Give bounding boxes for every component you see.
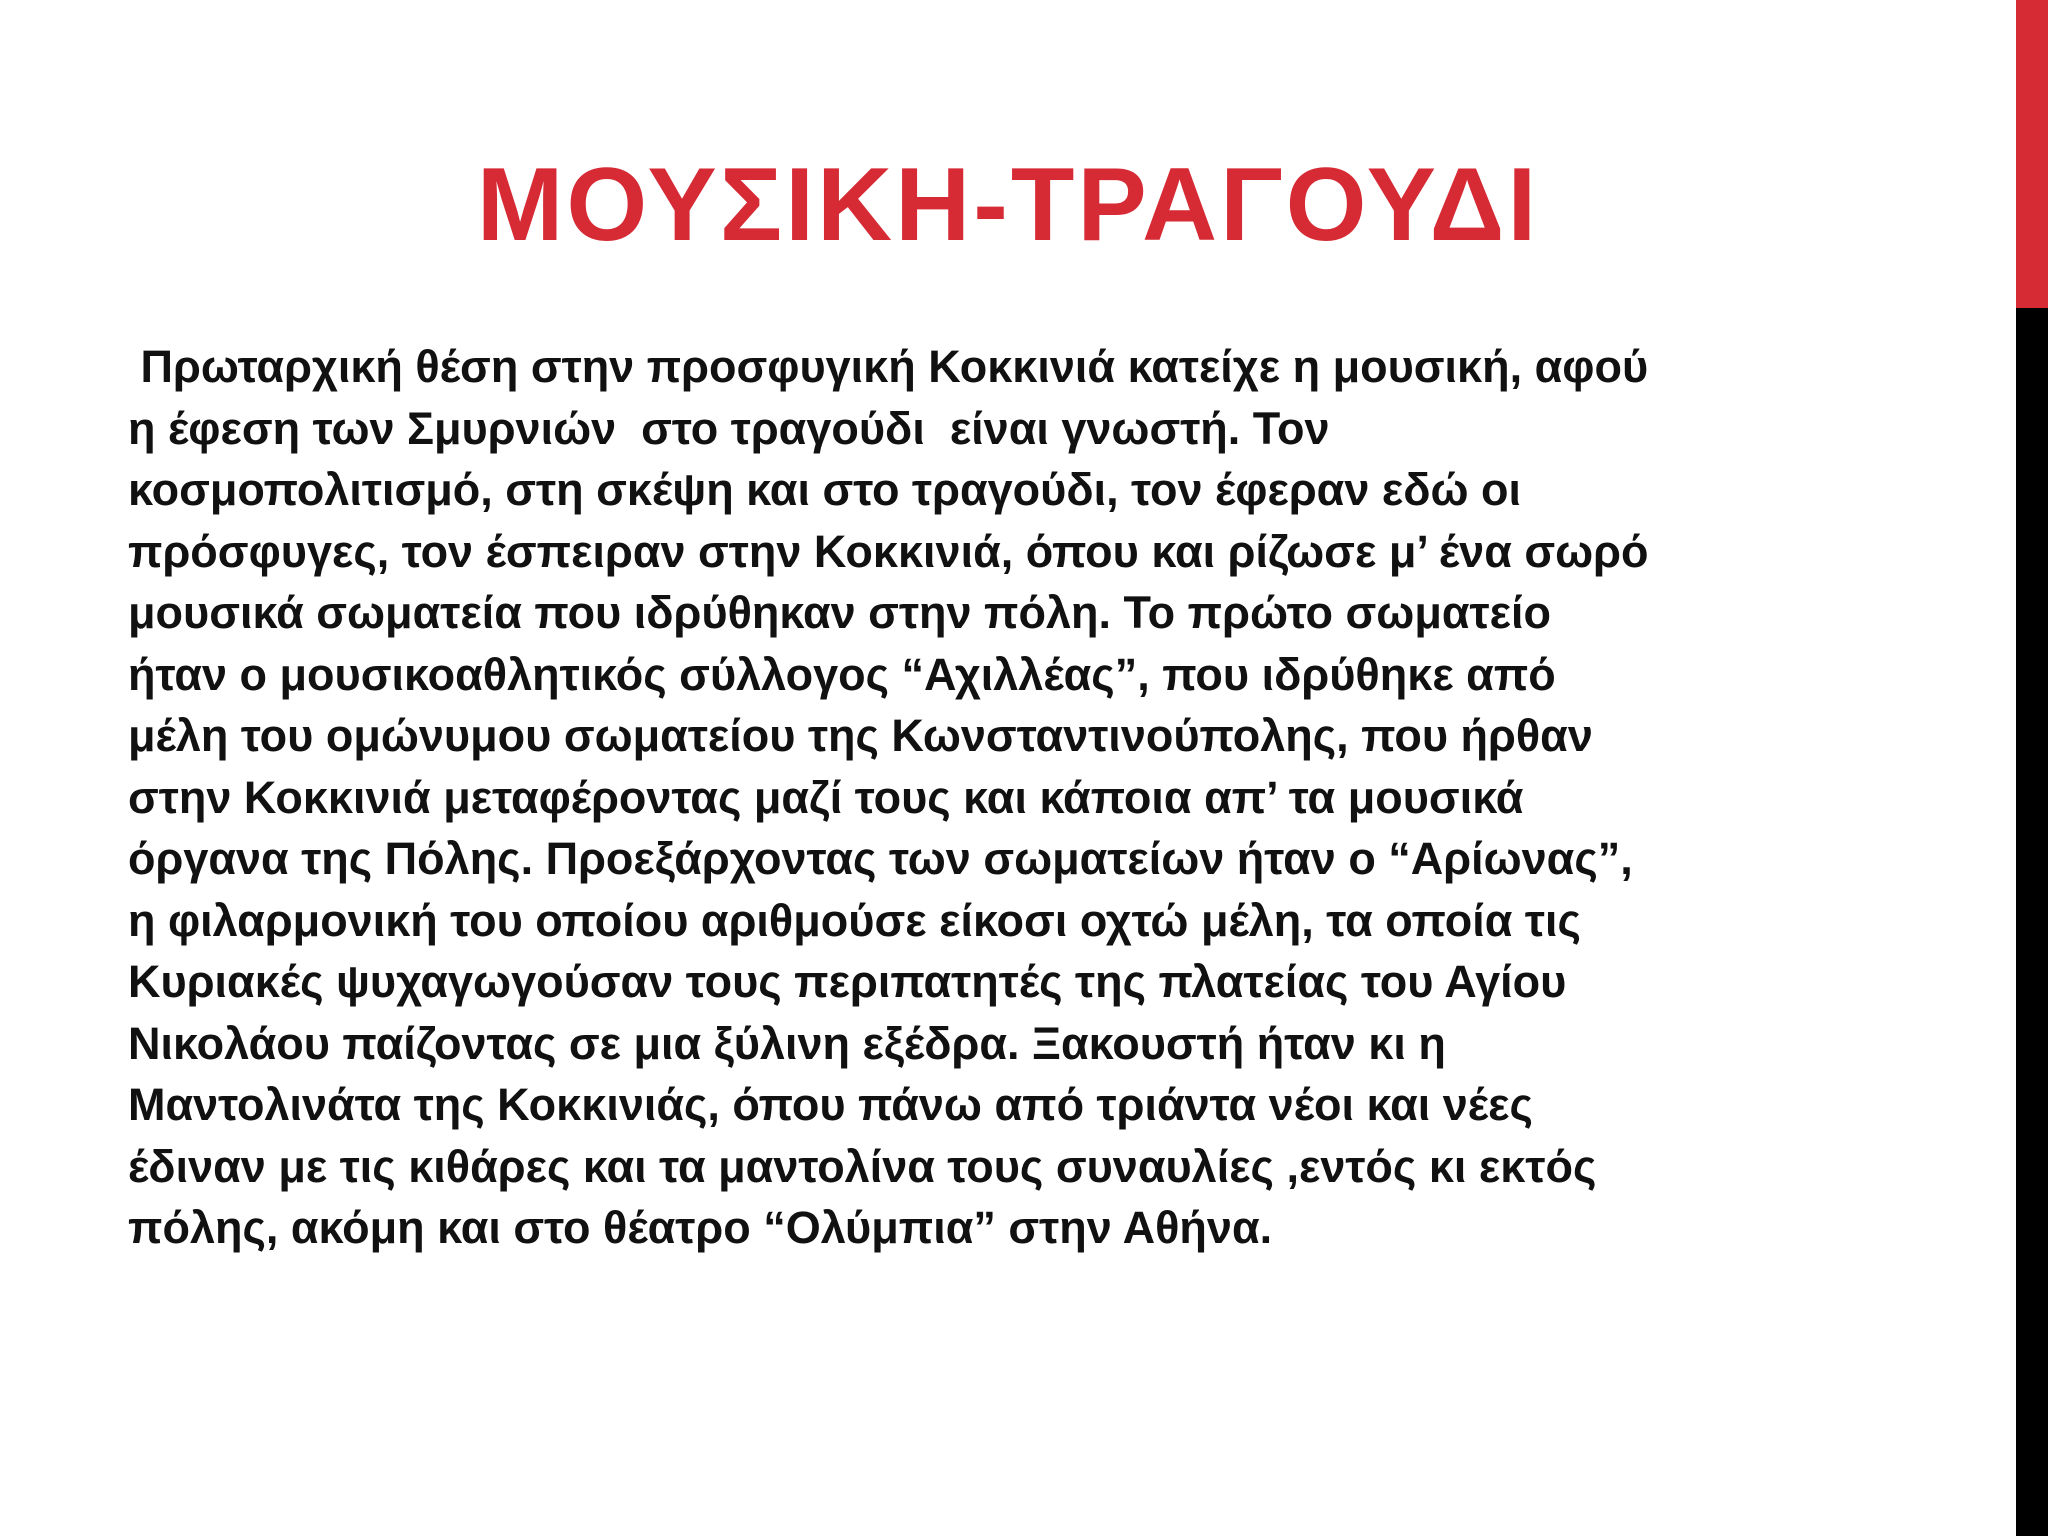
body-line: Πρωταρχική θέση στην προσφυγική Κοκκινιά κατείχε η μουσική, αφού [128,341,1649,392]
body-line: Νικολάου παίζοντας σε μια ξύλινη εξέδρα. Ξακουστή ήταν κι η [128,1017,1446,1069]
body-line: στην Κοκκινιά μεταφέροντας μαζί τους και κάποια απ’ τα μουσικά [128,771,1524,823]
body-line: η έφεση των Σμυρνιών στο τραγούδι είναι γνωστή. Τον [128,402,1330,454]
body-line: έδιναν με τις κιθάρες και τα μαντολίνα τους συναυλίες ,εντός κι εκτός [128,1140,1597,1192]
body-line: μουσικά σωματεία που ιδρύθηκαν στην πόλη. Το πρώτο σωματείο [128,587,1551,638]
body-line: μέλη του ομώνυμου σωματείου της Κωνσταντινούπολης, που ήρθαν [128,710,1593,761]
body-line: Κυριακές ψυχαγωγούσαν τους περιπατητές της πλατείας του Αγίου [128,956,1567,1007]
body-line: Μαντολινάτα της Κοκκινιάς, όπου πάνω από τριάντα νέοι και νέες [128,1079,1533,1130]
slide-title: ΜΟΥΣΙΚΗ-ΤΡΑΓΟΥΔΙ [476,147,1540,263]
slide-body [128,336,1908,1259]
body-line: πόλης, ακόμη και στο θέατρο “Ολύμπια” στην Αθήνα. [128,1202,1273,1253]
body-line: πρόσφυγες, τον έσπειραν στην Κοκκινιά, όπου και ρίζωσε μ’ ένα σωρό [128,525,1649,577]
body-line: η φιλαρμονική του οποίου αριθμούσε είκοσι οχτώ μέλη, τα οποία τις [128,894,1581,946]
accent-bar-red [2016,0,2048,308]
body-line: κοσμοπολιτισμό, στη σκέψη και στο τραγούδι, τον έφεραν εδώ οι [128,464,1522,515]
body-line: όργανα της Πόλης. Προεξάρχοντας των σωματείων ήταν ο “Αρίωνας”, [128,833,1633,884]
accent-bar-black [2016,308,2048,1536]
body-line: ήταν ο μουσικοαθλητικός σύλλογος “Αχιλλέας”, που ιδρύθηκε από [128,648,1556,700]
